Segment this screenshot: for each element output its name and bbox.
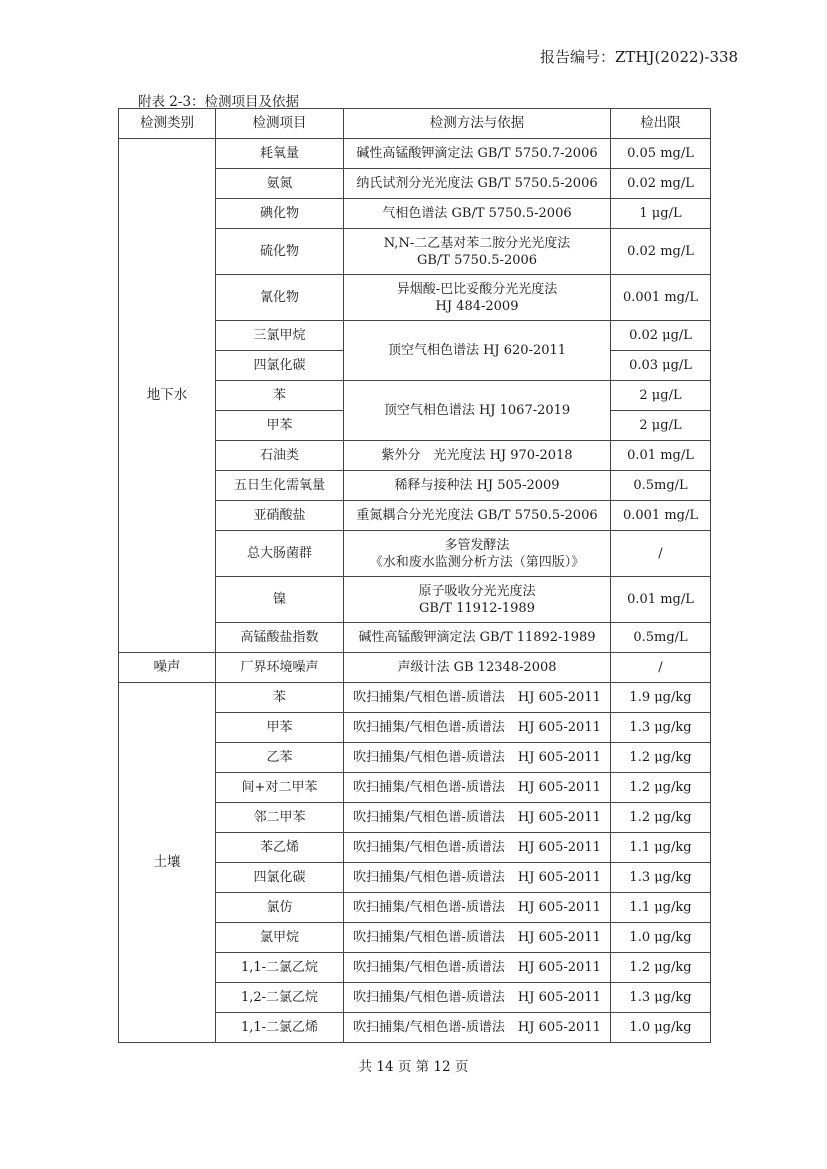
method-cell: 吹扫捕集/气相色谱-质谱法 HJ 605-2011 [344, 773, 611, 803]
limit-cell: 0.001 mg/L [611, 275, 711, 321]
category-noise: 噪声 [119, 653, 216, 683]
report-number: 报告编号：ZTHJ(2022)-338 [540, 48, 739, 66]
limit-cell: 2 μg/L [611, 411, 711, 441]
item-cell: 硫化物 [216, 229, 344, 275]
method-cell: 吹扫捕集/气相色谱-质谱法 HJ 605-2011 [344, 803, 611, 833]
limit-cell: / [611, 531, 711, 577]
item-cell: 四氯化碳 [216, 863, 344, 893]
method-cell: 吹扫捕集/气相色谱-质谱法 HJ 605-2011 [344, 683, 611, 713]
method-cell: 吹扫捕集/气相色谱-质谱法 HJ 605-2011 [344, 953, 611, 983]
limit-cell: 0.02 mg/L [611, 169, 711, 199]
limit-cell: 2 μg/L [611, 381, 711, 411]
limit-cell: 1.2 μg/kg [611, 953, 711, 983]
method-line: 《水和废水监测分析方法（第四版）》 [369, 554, 585, 570]
item-cell: 镍 [216, 577, 344, 623]
page-footer: 共 14 页 第 12 页 [358, 1059, 469, 1075]
limit-cell: 0.03 μg/L [611, 351, 711, 381]
item-cell: 乙苯 [216, 743, 344, 773]
table-row [119, 139, 711, 169]
method-line: N,N-二乙基对苯二胺分光光度法 [383, 235, 571, 251]
method-line: GB/T 11912-1989 [419, 600, 535, 616]
limit-cell: 1.9 μg/kg [611, 683, 711, 713]
limit-cell: 0.5mg/L [611, 623, 711, 653]
header-category: 检测类别 [119, 109, 216, 139]
item-cell: 甲苯 [216, 411, 344, 441]
method-cell [344, 531, 611, 577]
method-cell: 声级计法 GB 12348-2008 [344, 653, 611, 683]
method-cell: 紫外分 光光度法 HJ 970-2018 [344, 441, 611, 471]
item-cell: 1,1-二氯乙烯 [216, 1013, 344, 1043]
limit-cell: 1.3 μg/kg [611, 713, 711, 743]
limit-cell: 0.01 mg/L [611, 441, 711, 471]
item-cell: 氯甲烷 [216, 923, 344, 953]
limit-cell: 0.5mg/L [611, 471, 711, 501]
limit-cell: / [611, 653, 711, 683]
limit-cell: 0.02 mg/L [611, 229, 711, 275]
table-row [119, 683, 711, 713]
method-line: 多管发酵法 [444, 537, 510, 553]
limit-cell: 1.2 μg/kg [611, 803, 711, 833]
limit-cell: 0.001 mg/L [611, 501, 711, 531]
method-cell: 重氮耦合分光光度法 GB/T 5750.5-2006 [344, 501, 611, 531]
method-cell [344, 275, 611, 321]
method-line: GB/T 5750.5-2006 [416, 252, 538, 268]
table-header-row [119, 109, 711, 139]
item-cell: 石油类 [216, 441, 344, 471]
item-cell: 氰化物 [216, 275, 344, 321]
method-cell: 吹扫捕集/气相色谱-质谱法 HJ 605-2011 [344, 713, 611, 743]
method-cell: 吹扫捕集/气相色谱-质谱法 HJ 605-2011 [344, 983, 611, 1013]
limit-cell: 0.02 μg/L [611, 321, 711, 351]
method-cell [344, 229, 611, 275]
method-cell: 吹扫捕集/气相色谱-质谱法 HJ 605-2011 [344, 833, 611, 863]
limit-cell: 1.2 μg/kg [611, 743, 711, 773]
limit-cell: 1.3 μg/kg [611, 863, 711, 893]
table-row [119, 653, 711, 683]
method-cell: 吹扫捕集/气相色谱-质谱法 HJ 605-2011 [344, 1013, 611, 1043]
item-cell: 1,1-二氯乙烷 [216, 953, 344, 983]
header-method: 检测方法与依据 [344, 109, 611, 139]
item-cell: 甲苯 [216, 713, 344, 743]
item-cell: 三氯甲烷 [216, 321, 344, 351]
item-cell: 间+对二甲苯 [216, 773, 344, 803]
item-cell: 高锰酸盐指数 [216, 623, 344, 653]
method-line: 原子吸收分光光度法 [418, 583, 536, 599]
method-line: HJ 484-2009 [435, 298, 519, 314]
method-cell: 顶空气相色谱法 HJ 1067-2019 [344, 381, 611, 441]
item-cell: 苯 [216, 683, 344, 713]
item-cell: 氯仿 [216, 893, 344, 923]
item-cell: 亚硝酸盐 [216, 501, 344, 531]
limit-cell: 1.3 μg/kg [611, 983, 711, 1013]
method-cell: 吹扫捕集/气相色谱-质谱法 HJ 605-2011 [344, 863, 611, 893]
method-cell: 碱性高锰酸钾滴定法 GB/T 5750.7-2006 [344, 139, 611, 169]
item-cell: 邻二甲苯 [216, 803, 344, 833]
table-caption: 附表 2-3：检测项目及依据 [138, 94, 300, 110]
method-cell: 纳氏试剂分光光度法 GB/T 5750.5-2006 [344, 169, 611, 199]
method-cell: 顶空气相色谱法 HJ 620-2011 [344, 321, 611, 381]
item-cell: 1,2-二氯乙烷 [216, 983, 344, 1013]
item-cell: 五日生化需氧量 [216, 471, 344, 501]
header-item: 检测项目 [216, 109, 344, 139]
item-cell: 四氯化碳 [216, 351, 344, 381]
item-cell: 厂界环境噪声 [216, 653, 344, 683]
item-cell: 总大肠菌群 [216, 531, 344, 577]
category-soil: 土壤 [119, 683, 216, 1043]
header-limit: 检出限 [611, 109, 711, 139]
item-cell: 苯乙烯 [216, 833, 344, 863]
item-cell: 耗氧量 [216, 139, 344, 169]
limit-cell: 0.05 mg/L [611, 139, 711, 169]
limit-cell: 1 μg/L [611, 199, 711, 229]
item-cell: 碘化物 [216, 199, 344, 229]
method-cell: 吹扫捕集/气相色谱-质谱法 HJ 605-2011 [344, 923, 611, 953]
limit-cell: 1.1 μg/kg [611, 893, 711, 923]
category-groundwater: 地下水 [119, 139, 216, 653]
method-cell: 碱性高锰酸钾滴定法 GB/T 11892-1989 [344, 623, 611, 653]
limit-cell: 1.0 μg/kg [611, 1013, 711, 1043]
method-cell: 稀释与接种法 HJ 505-2009 [344, 471, 611, 501]
method-cell: 吹扫捕集/气相色谱-质谱法 HJ 605-2011 [344, 893, 611, 923]
limit-cell: 0.01 mg/L [611, 577, 711, 623]
method-cell [344, 577, 611, 623]
limit-cell: 1.1 μg/kg [611, 833, 711, 863]
method-cell: 吹扫捕集/气相色谱-质谱法 HJ 605-2011 [344, 743, 611, 773]
method-cell: 气相色谱法 GB/T 5750.5-2006 [344, 199, 611, 229]
limit-cell: 1.2 μg/kg [611, 773, 711, 803]
item-cell: 氨氮 [216, 169, 344, 199]
limit-cell: 1.0 μg/kg [611, 923, 711, 953]
method-line: 异烟酸-巴比妥酸分光光度法 [396, 281, 558, 297]
item-cell: 苯 [216, 381, 344, 411]
test-items-table [118, 108, 711, 1043]
